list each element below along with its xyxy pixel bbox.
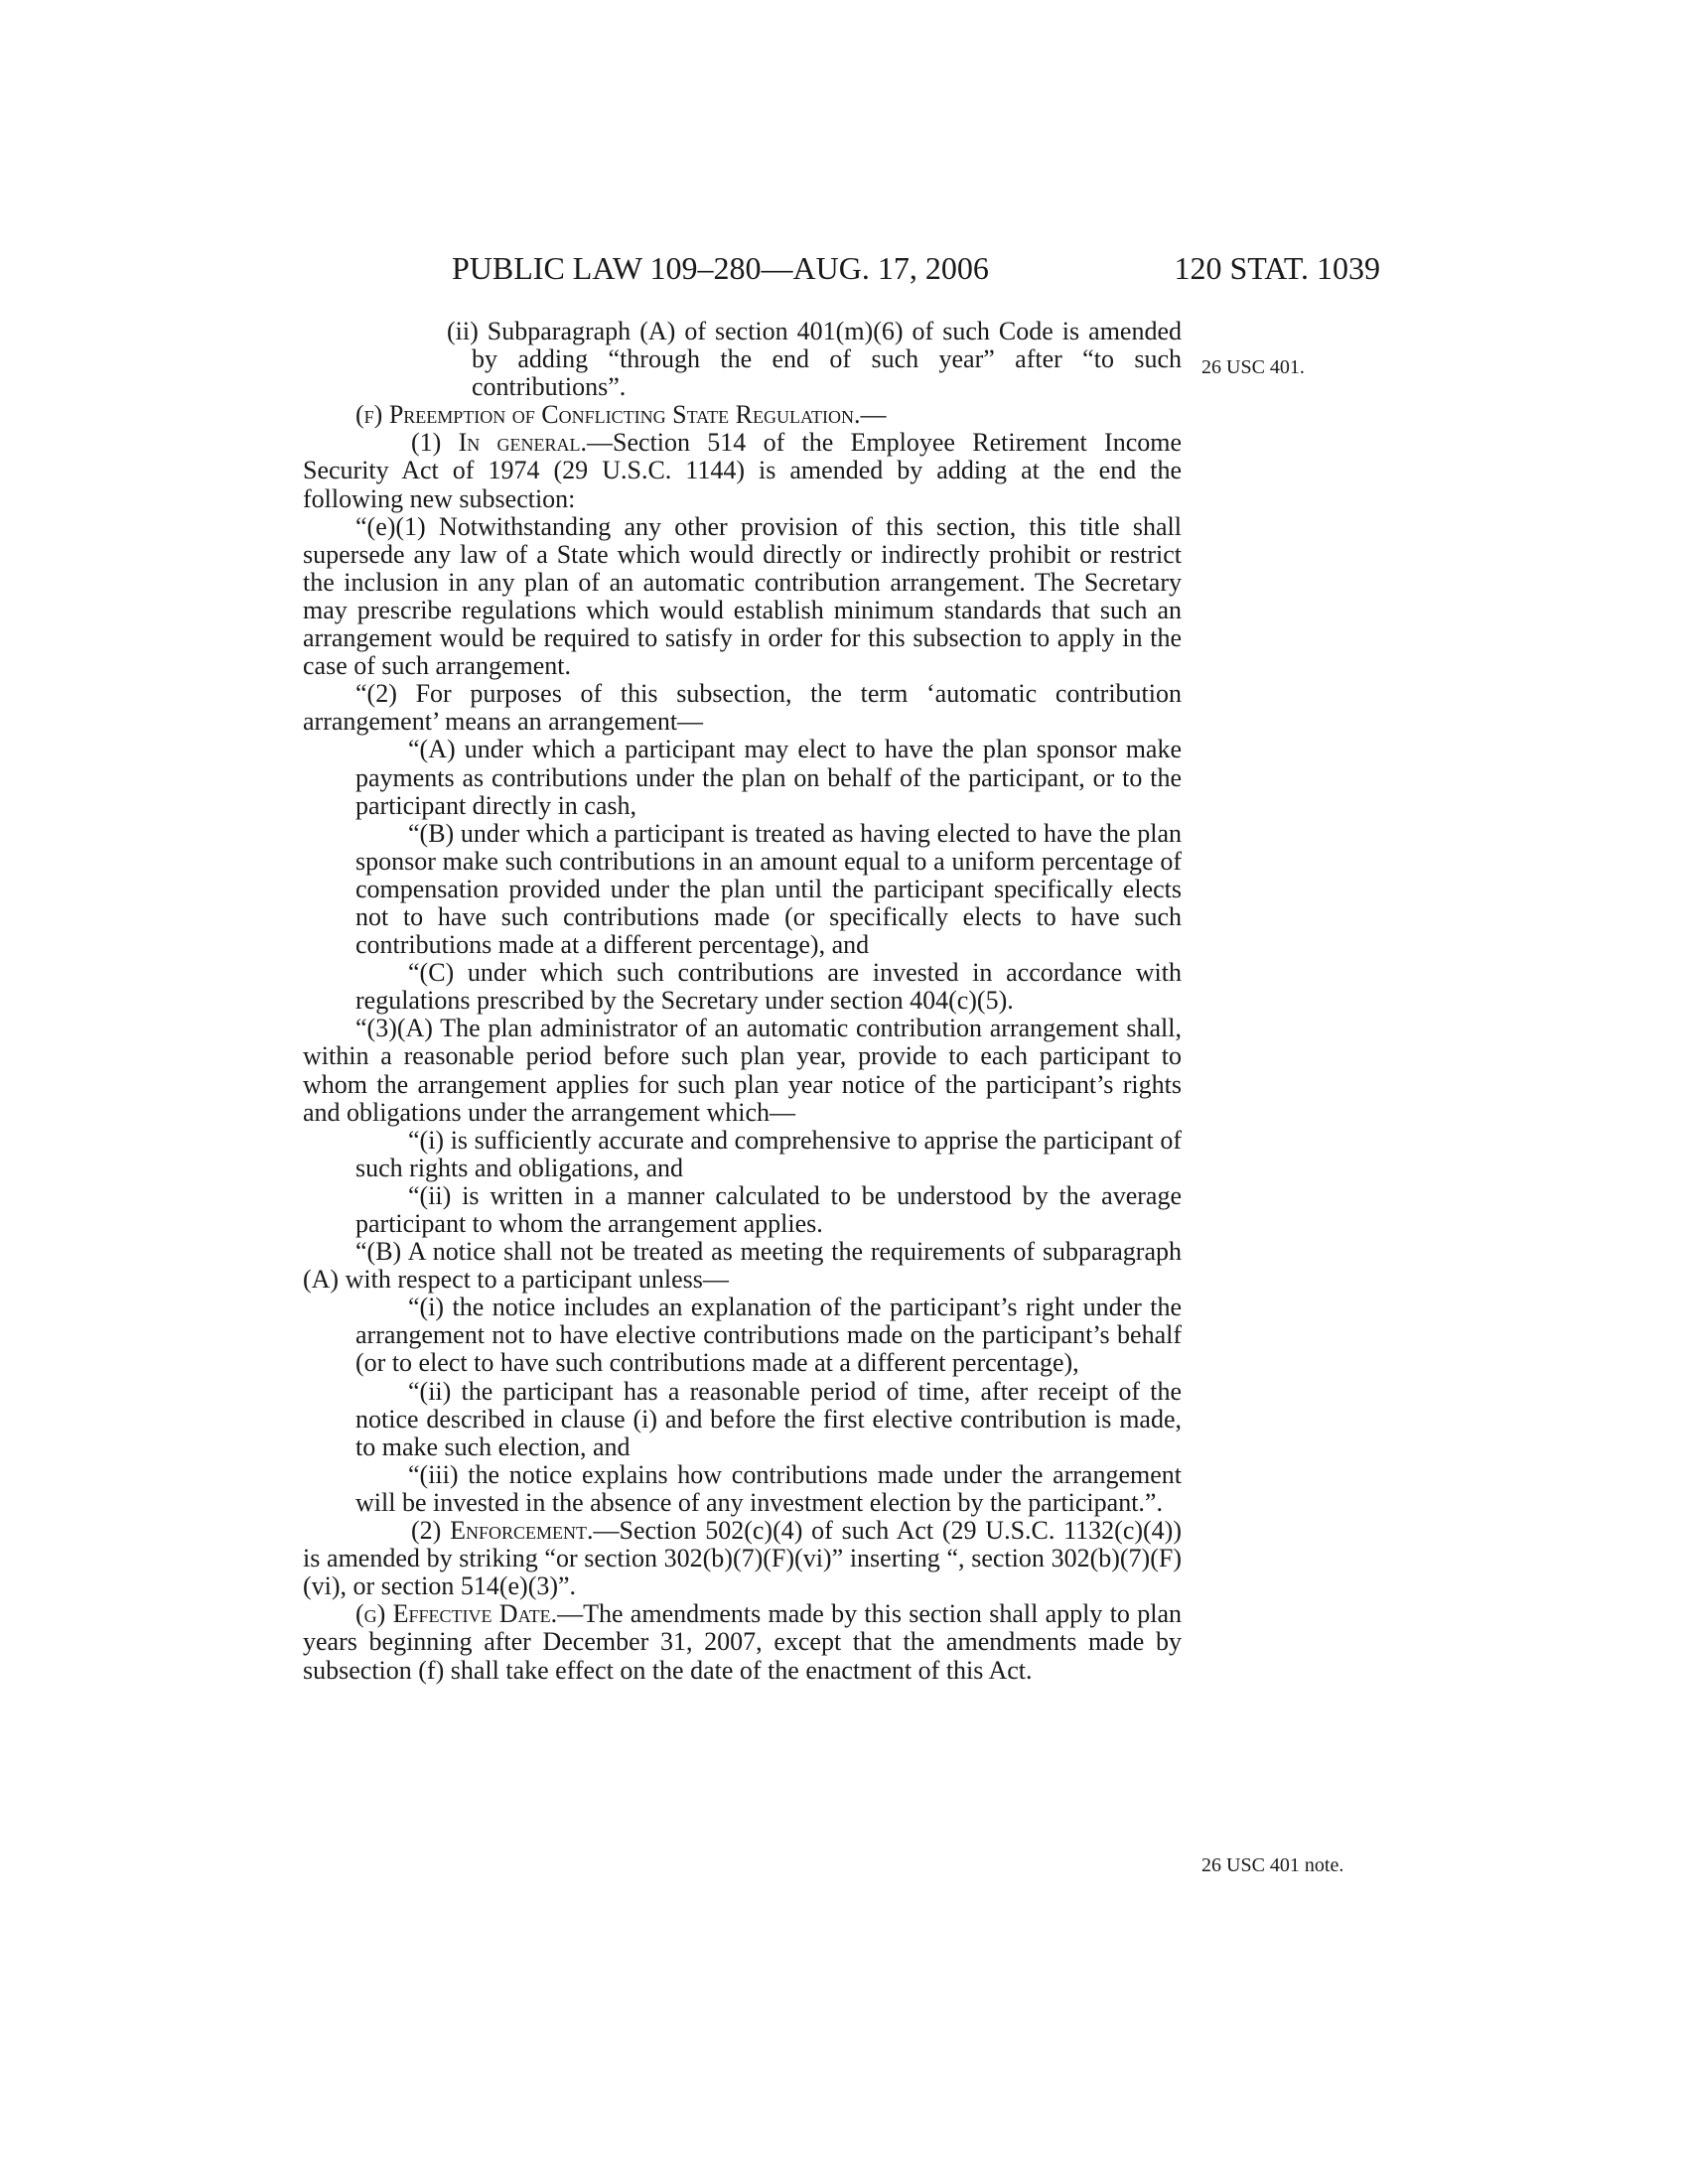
margin-note-usc-401-note: 26 USC 401 note.: [1201, 1854, 1344, 1876]
paragraph-text: The amendments made by this section shall apply to plan years beginning after December 31, 2007, except that the amendments made by subsection (f) shall take effect on the date of the enactment of this Act.: [303, 1599, 1182, 1685]
paragraph-text: “(ii) is written in a manner calculated to be understood by the average participant to whom the arrangement applies.: [355, 1180, 1182, 1238]
paragraph-heading: (1) In general.—: [411, 428, 614, 458]
paragraph: [303, 1294, 1182, 1377]
paragraph: [303, 1461, 1182, 1517]
paragraph: [303, 1600, 1182, 1684]
paragraph-text: Section 502(c)(4) of such Act (29 U.S.C. 1132(c)(4)) is amended by striking “or section 302(b)(7)(F)(vi)” inserting “, section 302(b)(7)(F)(vi), or section 514(e)(3)”.: [303, 1516, 1183, 1601]
paragraph-text: “(e)(1) Notwithstanding any other provision of this section, this title shall supersede any law of a State which would directly or indirectly prohibit or restrict the inclusion in any plan of an automatic contribution arrangement. The Secretary may prescribe regulations which would establish minimum standards that such an arrangement would be required to satisfy in order for this subsection to apply in the case of such arrangement.: [303, 511, 1182, 681]
paragraph: [303, 1378, 1182, 1461]
paragraph: [303, 1015, 1182, 1126]
paragraph-text: “(i) is sufficiently accurate and comprehensive to apprise the participant of such rights and obligations, and: [355, 1125, 1182, 1182]
paragraph: [303, 1182, 1182, 1238]
paragraph-text: “(B) A notice shall not be treated as meeting the requirements of subparagraph (A) with respect to a participant unless—: [303, 1237, 1182, 1295]
section-heading: [303, 401, 1182, 429]
paragraph: [303, 1517, 1182, 1600]
paragraph: [303, 820, 1182, 959]
header-law-citation: PUBLIC LAW 109–280—AUG. 17, 2006: [452, 250, 989, 286]
paragraph-heading: (2) Enforcement.—: [411, 1516, 620, 1546]
margin-note-usc-401: 26 USC 401.: [1201, 356, 1305, 378]
paragraph: [303, 1238, 1182, 1294]
paragraph-text: “(C) under which such contributions are invested in accordance with regulations prescribed by the Secretary under section 404(c)(5).: [355, 958, 1182, 1016]
paragraph-text: “(3)(A) The plan administrator of an automatic contribution arrangement shall, within a reasonable period before such plan year, provide to each participant to whom the arrangement applies for such plan year notice of the participant’s rights and obligations under the arrangement which—: [303, 1014, 1182, 1127]
paragraph-text: “(2) For purposes of this subsection, the term ‘automatic contribution arrangement’ means an arrangement—: [303, 679, 1182, 737]
paragraph-text: “(ii) the participant has a reasonable period of time, after receipt of the notice described in clause (i) and before the first elective contribution is made, to make such election, and: [355, 1376, 1182, 1461]
paragraph: [303, 513, 1182, 681]
paragraph: [303, 429, 1182, 512]
paragraph: [303, 680, 1182, 736]
paragraph: [303, 736, 1182, 819]
paragraph-text: “(i) the notice includes an explanation of the participant’s right under the arrangement not to have elective contributions made on the participant’s behalf (or to elect to have such contributions made at a different percentage),: [355, 1293, 1182, 1378]
paragraph-text: “(A) under which a participant may elect to have the plan sponsor make payments as contributions under the plan on behalf of the participant, or to the participant directly in cash,: [355, 735, 1182, 820]
paragraph-text: Section 514 of the Employee Retirement Income Security Act of 1974 (29 U.S.C. 1144) is amended by adding at the end the following new subsection:: [303, 428, 1183, 513]
paragraph-heading: (g) Effective Date.—: [355, 1599, 584, 1629]
paragraph: [303, 1127, 1182, 1182]
paragraph: [303, 959, 1182, 1015]
statute-text: [303, 318, 1182, 1685]
paragraph-heading: (f) Preemption of Conflicting State Regulation.—: [355, 400, 887, 430]
paragraph-text: “(iii) the notice explains how contributions made under the arrangement will be invested in the absence of any investment election by the participant.”.: [355, 1459, 1182, 1517]
paragraph-text: “(B) under which a participant is treated as having elected to have the plan sponsor make such contributions in an amount equal to a uniform percentage of compensation provided under the plan until the participant specifically elects not to have such contributions made (or specifically elects to have such contributions made at a different percentage), and: [355, 818, 1182, 960]
header-statute-page: 120 STAT. 1039: [1174, 250, 1380, 286]
paragraph-text: (ii) Subparagraph (A) of section 401(m)(6) of such Code is amended by adding “through the end of such year” after “to such contributions”.: [447, 317, 1182, 402]
paragraph: [303, 318, 1182, 401]
